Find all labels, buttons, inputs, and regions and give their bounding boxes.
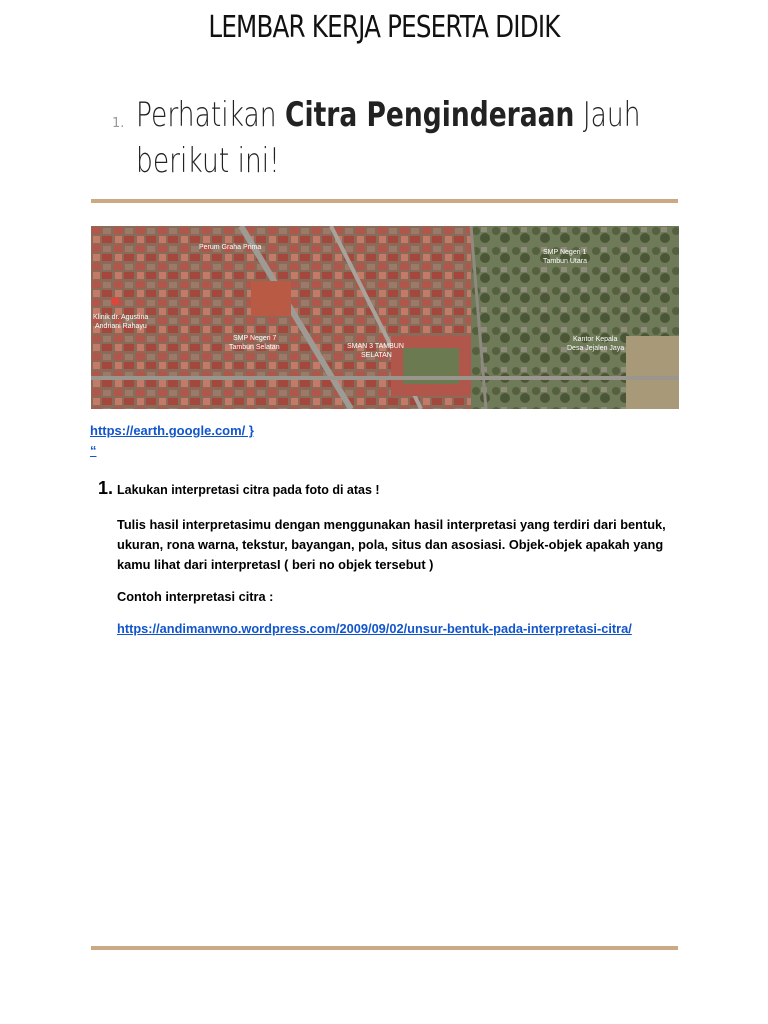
- top-divider: [91, 199, 678, 203]
- instruction-number: 1.: [98, 478, 114, 498]
- instruction-paragraph: Tulis hasil interpretasimu dengan menggunakan hasil interpretasi yang terdiri dari bentuk, ukuran, rona warna, tekstur, bayangan, pola, situs dan asosiasi. Objek-objek apakah yang kamu lihat dari interpretasI ( beri no objek tersebut ): [117, 517, 666, 572]
- google-earth-link[interactable]: https://earth.google.com/ }: [90, 423, 254, 438]
- question-text-after: Jauh berikut ini!: [136, 95, 641, 181]
- map-label-smp-1-sub: Tambun Utara: [543, 258, 587, 265]
- instruction-text: Lakukan interpretasi citra pada foto di atas !: [117, 483, 380, 497]
- example-label: Contoh interpretasi citra :: [117, 589, 274, 604]
- map-label-klinik: Klinik dr. Agustina: [93, 314, 149, 321]
- satellite-image: [91, 226, 679, 409]
- question-text-bold: Citra Penginderaan: [285, 95, 575, 135]
- source-quote-link[interactable]: “: [90, 443, 97, 458]
- example-link[interactable]: https://andimanwno.wordpress.com/2009/09/02/unsur-bentuk-pada-interpretasi-citra/: [117, 621, 632, 636]
- question-text: [136, 92, 698, 184]
- page-title: LEMBAR KERJA PESERTA DIDIK: [208, 10, 560, 45]
- bottom-divider: [91, 946, 678, 950]
- satellite-image-drawing: [91, 226, 679, 409]
- map-label-sman-3: SMAN 3 TAMBUN: [347, 343, 404, 350]
- question-text-before: Perhatikan: [136, 95, 286, 135]
- map-label-smp-1: SMP Negeri 1: [543, 249, 587, 256]
- map-label-smp-7-sub: Tambun Selatan: [229, 344, 280, 351]
- map-label-kantor-kepala: Kantor Kepala: [573, 336, 618, 343]
- map-label-kantor-kepala-sub: Desa Jejalen Jaya: [567, 345, 625, 352]
- question-number: 1.: [112, 116, 125, 131]
- map-label-smp-7: SMP Negeri 7: [233, 335, 277, 342]
- map-label-klinik-sub: Andriani Rahayu: [95, 323, 147, 330]
- instruction: [98, 478, 380, 499]
- map-label-perum-graha-prima: Perum Graha Prima: [199, 244, 262, 251]
- map-label-sman-3-sub: SELATAN: [361, 352, 392, 359]
